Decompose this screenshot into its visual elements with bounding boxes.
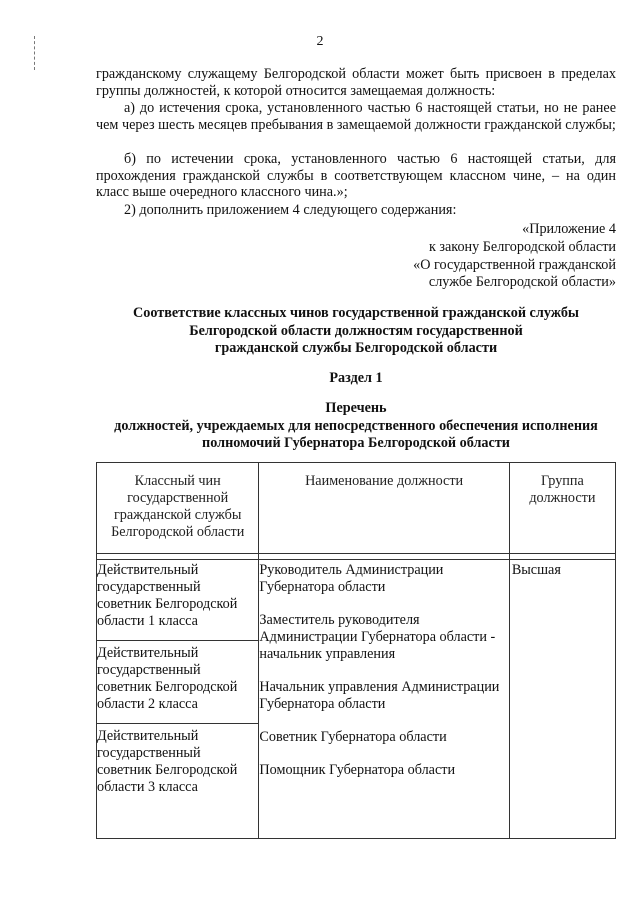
- list-subtitle-line1: должностей, учреждаемых для непосредственного обеспечения исполнения: [114, 417, 598, 434]
- appendix-ref-line1: «Приложение 4: [522, 221, 616, 237]
- paragraph-item-2: 2) дополнить приложением 4 следующего содержания:: [124, 202, 457, 218]
- rank-stack: [97, 560, 258, 838]
- list-heading: [80, 400, 632, 453]
- margin-mark: [34, 36, 37, 70]
- rank-item-3: Действительный государственный советник Белгородской области 3 класса: [97, 728, 238, 795]
- header-group: Группа должности: [509, 463, 615, 554]
- title-cell: [259, 560, 509, 839]
- page-number: 2: [316, 34, 324, 49]
- title-line2: Белгородской области должностям государственной: [189, 322, 523, 339]
- title-stack: [259, 560, 508, 779]
- header-rank: Классный чин государственной гражданской службы Белгородской области: [97, 463, 259, 554]
- appendix-ref-line4: службе Белгородской области»: [428, 274, 616, 291]
- section-label: Раздел 1: [329, 370, 383, 386]
- paragraph-intro: гражданскому служащему Белгородской области может быть присвоен в пределах группы должностей, к которой относится замещаемая должность:: [96, 66, 616, 99]
- document-title: [80, 305, 632, 358]
- position-item-1: Руководитель Администрации Губернатора области: [259, 562, 444, 595]
- appendix-ref-line3: «О государственной гражданской: [413, 256, 616, 273]
- rank-cell: [97, 560, 259, 839]
- header-title: Наименование должности: [259, 463, 509, 554]
- list-subtitle-line2: полномочий Губернатора Белгородской области: [202, 435, 510, 451]
- position-item-2: Заместитель руководителя Администрации Губернатора области - начальник управления: [259, 612, 496, 662]
- title-line1: Соответствие классных чинов государственной гражданской службы: [132, 305, 579, 321]
- appendix-reference: [356, 221, 616, 292]
- table-header-row: [97, 463, 616, 554]
- position-item-4: Советник Губернатора области: [259, 729, 447, 745]
- group-cell: Высшая: [509, 560, 615, 839]
- paragraph-item-a: а) до истечения срока, установленного частью 6 настоящей статьи, но не ранее чем через шесть месяцев пребывания в замещаемой должности гражданской службы;: [96, 100, 616, 133]
- paragraph-item-b: б) по истечении срока, установленного частью 6 настоящей статьи, для прохождения гражданской службы в соответствующем классном чине, – на один класс выше очередного классного чина.»;: [96, 151, 616, 200]
- table-row: [97, 560, 616, 839]
- rank-item-1: Действительный государственный советник Белгородской области 1 класса: [97, 560, 258, 641]
- position-item-3: Начальник управления Администрации Губернатора области: [259, 679, 500, 712]
- appendix-ref-line2: к закону Белгородской области: [428, 238, 616, 255]
- position-item-5: Помощник Губернатора области: [259, 762, 456, 778]
- positions-table: [96, 462, 616, 839]
- rank-item-2: Действительный государственный советник Белгородской области 2 класса: [97, 643, 258, 724]
- title-line3: гражданской службы Белгородской области: [214, 340, 498, 356]
- list-title: Перечень: [325, 400, 387, 416]
